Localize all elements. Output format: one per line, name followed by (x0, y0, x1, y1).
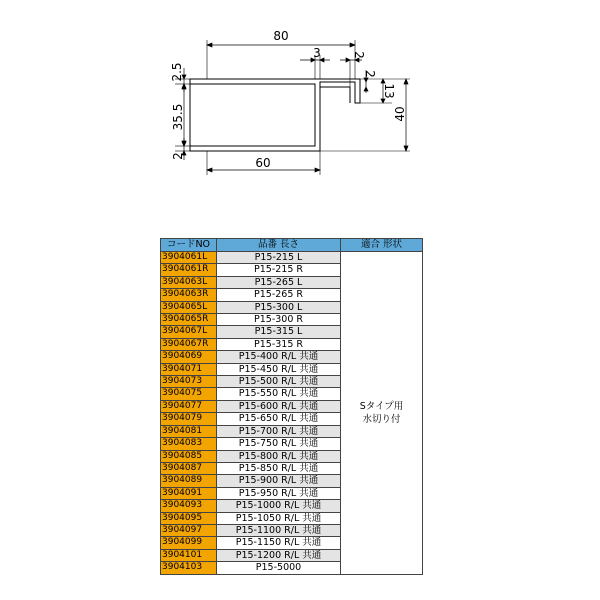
part-cell: P15-1150 R/L 共通 (217, 537, 341, 549)
code-cell: 3904061L (161, 252, 217, 264)
header-part: 品番 長さ (217, 239, 341, 252)
part-cell: P15-315 L (217, 326, 341, 338)
code-cell: 3904079 (161, 413, 217, 425)
part-cell: P15-1200 R/L 共通 (217, 549, 341, 561)
part-cell: P15-550 R/L 共通 (217, 388, 341, 400)
code-cell: 3904089 (161, 475, 217, 487)
part-cell: P15-5000 (217, 562, 341, 574)
part-cell: P15-1100 R/L 共通 (217, 524, 341, 536)
code-cell: 3904083 (161, 438, 217, 450)
code-cell: 3904065L (161, 301, 217, 313)
part-cell: P15-600 R/L 共通 (217, 400, 341, 412)
code-cell: 3904099 (161, 537, 217, 549)
code-cell: 3904071 (161, 363, 217, 375)
part-cell: P15-450 R/L 共通 (217, 363, 341, 375)
profile-outline (190, 79, 360, 151)
code-cell: 3904101 (161, 549, 217, 561)
dim-bottom-width: 60 (255, 156, 271, 170)
dim-top-thickness: 2.5 (170, 62, 184, 82)
part-cell: P15-300 R (217, 314, 341, 326)
dim-total-height: 40 (393, 106, 407, 122)
part-cell: P15-950 R/L 共通 (217, 487, 341, 499)
profile-drawing (0, 0, 600, 235)
code-cell: 3904093 (161, 500, 217, 512)
table-body (161, 252, 423, 575)
code-cell: 3904103 (161, 562, 217, 574)
code-cell: 3904069 (161, 351, 217, 363)
part-cell: P15-265 L (217, 276, 341, 288)
code-cell: 3904061R (161, 264, 217, 276)
code-cell: 3904085 (161, 450, 217, 462)
dim-inner-height: 35.5 (171, 103, 185, 131)
fit-cell (341, 252, 423, 575)
code-cell: 3904063L (161, 276, 217, 288)
dim-right-thickness: 2 (363, 70, 377, 78)
table-row (161, 252, 423, 264)
code-cell: 3904067L (161, 326, 217, 338)
code-cell: 3904091 (161, 487, 217, 499)
part-cell: P15-900 R/L 共通 (217, 475, 341, 487)
part-cell: P15-850 R/L 共通 (217, 462, 341, 474)
dim-right-gap: 2 (352, 51, 366, 59)
code-cell: 3904081 (161, 425, 217, 437)
code-cell: 3904063R (161, 289, 217, 301)
part-cell: P15-500 R/L 共通 (217, 376, 341, 388)
part-cell: P15-700 R/L 共通 (217, 425, 341, 437)
part-cell: P15-750 R/L 共通 (217, 438, 341, 450)
part-cell: P15-300 L (217, 301, 341, 313)
dim-right-drop: 13 (382, 83, 396, 99)
code-cell: 3904095 (161, 512, 217, 524)
part-cell: P15-315 R (217, 338, 341, 350)
part-cell: P15-1000 R/L 共通 (217, 500, 341, 512)
code-cell: 3904077 (161, 400, 217, 412)
code-cell: 3904087 (161, 462, 217, 474)
part-cell: P15-215 R (217, 264, 341, 276)
code-cell: 3904073 (161, 376, 217, 388)
dimension-lines (182, 43, 408, 172)
part-cell: P15-215 L (217, 252, 341, 264)
code-cell: 3904097 (161, 524, 217, 536)
dim-gap-width: 3 (313, 46, 321, 60)
dim-top-width: 80 (273, 29, 289, 43)
fit-line: Sタイプ用 (359, 400, 404, 412)
code-cell: 3904065R (161, 314, 217, 326)
table-header-row (161, 239, 423, 252)
part-cell: P15-1050 R/L 共通 (217, 512, 341, 524)
header-fit: 適合 形状 (341, 239, 423, 252)
part-cell: P15-800 R/L 共通 (217, 450, 341, 462)
code-cell: 3904067R (161, 338, 217, 350)
header-code: コードNO (161, 239, 217, 252)
product-table (160, 238, 423, 575)
part-cell: P15-650 R/L 共通 (217, 413, 341, 425)
part-cell: P15-400 R/L 共通 (217, 351, 341, 363)
code-cell: 3904075 (161, 388, 217, 400)
dim-bottom-thickness: 2 (171, 152, 185, 160)
extension-lines (175, 40, 410, 175)
part-cell: P15-265 R (217, 289, 341, 301)
fit-line: 水切り付 (362, 413, 401, 425)
